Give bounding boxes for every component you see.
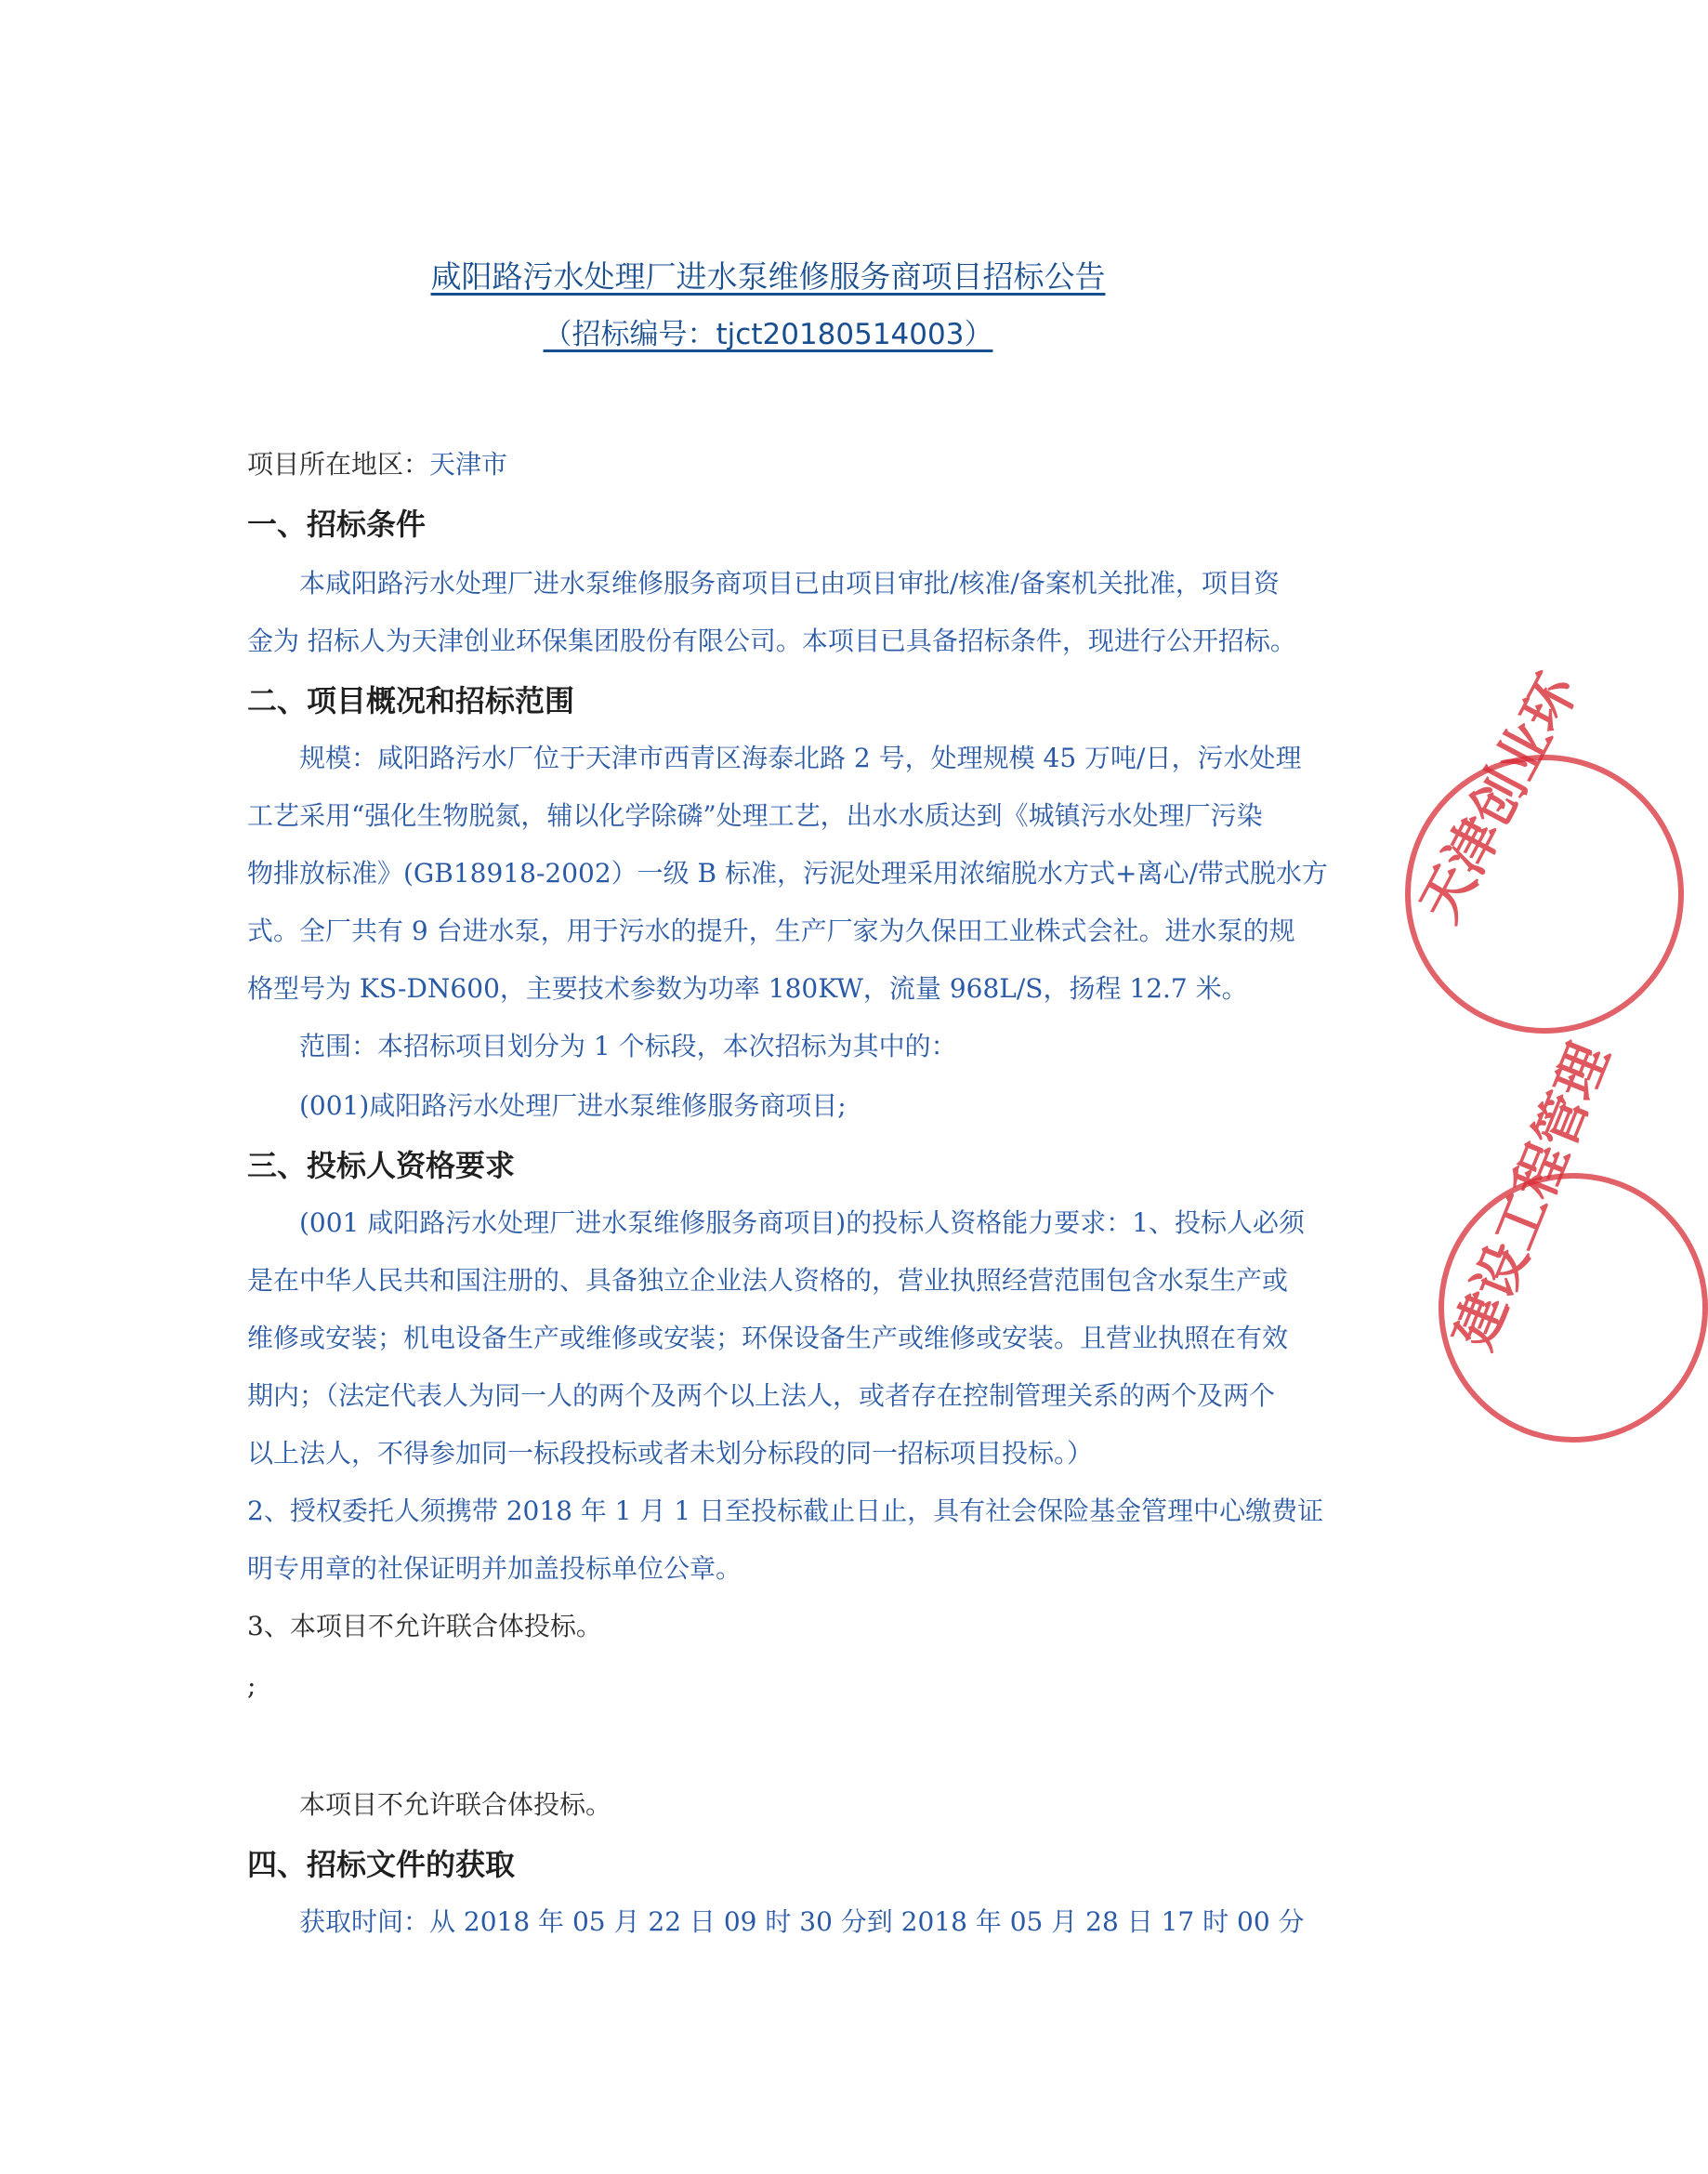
seal-bottom-text: 建设工程管理: [1441, 1034, 1622, 1358]
project-location-value: 天津市: [429, 449, 508, 480]
section2-line-1: 规模：咸阳路污水厂位于天津市西青区海泰北路 2 号，处理规模 45 万吨/日，污水处理: [299, 743, 1302, 773]
bid-number-text: （招标编号：tjct20180514003）: [543, 318, 993, 351]
section3-line-2: 是在中华人民共和国注册的、具备独立企业法人资格的，营业执照经营范围包含水泵生产或: [247, 1265, 1289, 1296]
section3-line-1: (001 咸阳路污水处理厂进水泵维修服务商项目)的投标人资格能力要求：1、投标人必须: [299, 1207, 1306, 1238]
section3-line-4: 期内；（法定代表人为同一人的两个及两个以上法人，或者存在控制管理关系的两个及两个: [247, 1380, 1276, 1411]
section-heading-bid-conditions: 一、招标条件: [247, 507, 427, 542]
section3-line-3: 维修或安装；机电设备生产或维修或安装；环保设备生产或维修或安装。且营业执照在有效: [247, 1323, 1289, 1353]
seal-top-text: 天津创业环: [1407, 664, 1590, 932]
section3-line-7: 明专用章的社保证明并加盖投标单位公章。: [247, 1553, 742, 1584]
document-title: [0, 253, 1536, 296]
section3-line-6: 2、授权委托人须携带 2018 年 1 月 1 日至投标截止日止，具有社会保险基金管理中心缴费证: [247, 1495, 1324, 1526]
section2-line-4: 式。全厂共有 9 台进水泵，用于污水的提升，生产厂家为久保田工业株式会社。进水泵的规: [247, 916, 1295, 946]
section3-line-10: 本项目不允许联合体投标。: [299, 1789, 612, 1820]
section2-line-3: 物排放标准》(GB18918-2002）一级 B 标准，污泥处理采用浓缩脱水方式+离心/带式脱水方: [247, 858, 1328, 889]
section3-line-8: 3、本项目不允许联合体投标。: [247, 1611, 602, 1641]
section-heading-document-acquisition: 四、招标文件的获取: [247, 1847, 516, 1882]
section3-line-9: ;: [247, 1670, 256, 1701]
section2-lot-line: (001)咸阳路污水处理厂进水泵维修服务商项目;: [299, 1090, 847, 1121]
section2-line-2: 工艺采用“强化生物脱氮，辅以化学除磷”处理工艺，出水水质达到《城镇污水处理厂污染: [247, 800, 1263, 831]
section2-line-5: 格型号为 KS-DN600，主要技术参数为功率 180KW，流量 968L/S，扬程 12.7 米。: [247, 973, 1248, 1004]
section1-line-1: 本咸阳路污水处理厂进水泵维修服务商项目已由项目审批/核准/备案机关批准，项目资: [299, 568, 1280, 599]
section2-scope-line: 范围：本招标项目划分为 1 个标段，本次招标为其中的：: [299, 1031, 957, 1061]
project-location: [247, 448, 507, 481]
section1-line-2: 金为 招标人为天津创业环保集团股份有限公司。本项目已具备招标条件，现进行公开招标。: [247, 626, 1296, 656]
company-seal-bottom: [1439, 1034, 1708, 1443]
acquisition-time-line: 获取时间：从 2018 年 05 月 22 日 09 时 30 分到 2018 年 05 月 28 日 17 时 00 分: [299, 1906, 1305, 1937]
company-seal-top: [1405, 664, 1684, 1034]
section3-line-5: 以上法人，不得参加同一标段投标或者未划分标段的同一招标项目投标。）: [247, 1438, 1094, 1469]
document-title-text: 咸阳路污水处理厂进水泵维修服务商项目招标公告: [430, 258, 1106, 295]
project-location-label: 项目所在地区：: [247, 449, 430, 480]
bid-number: [0, 310, 1536, 352]
section-heading-project-overview: 二、项目概况和招标范围: [247, 683, 575, 718]
section-heading-bidder-qualifications: 三、投标人资格要求: [247, 1148, 516, 1183]
